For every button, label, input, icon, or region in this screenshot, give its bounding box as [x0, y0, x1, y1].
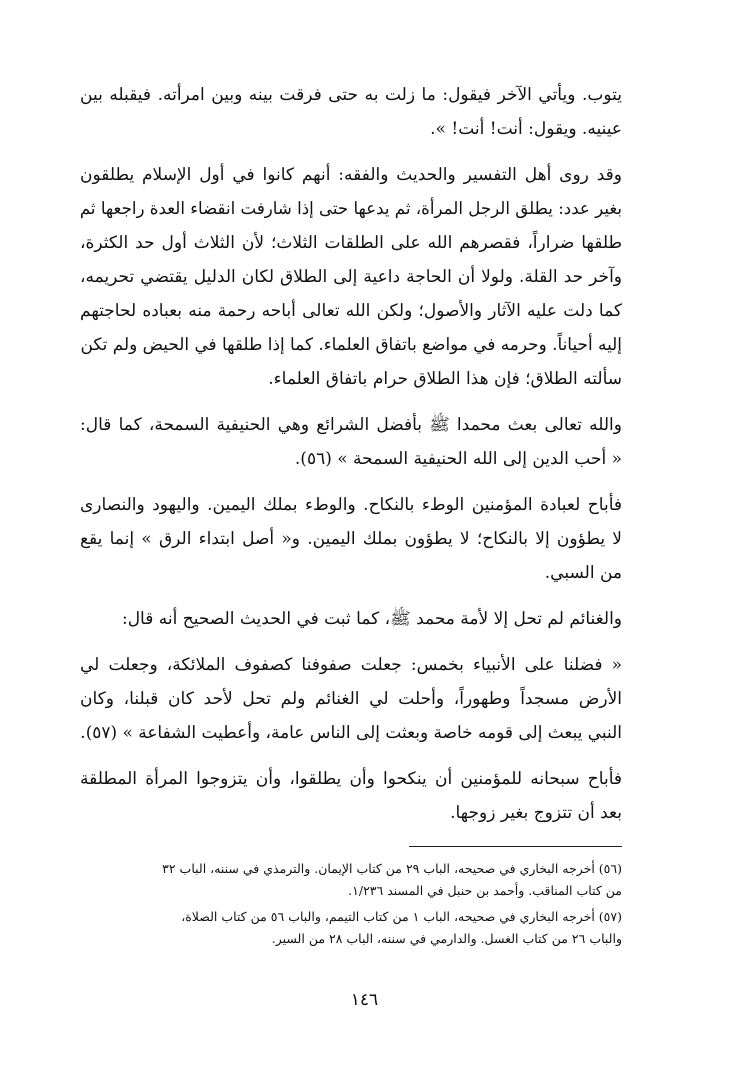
footnote-line: (٥٦) أخرجه البخاري في صحيحه، الباب ٢٩ من كتاب الإيمان. والترمذي في سننه، الباب ٣٢	[162, 861, 622, 876]
text-line: بعد أن تتزوج بغير زوجها.	[450, 803, 622, 823]
footnote-divider	[409, 846, 622, 847]
footnotes	[80, 858, 622, 954]
paragraph-1	[80, 78, 622, 146]
text-line: لا يطؤون إلا بالنكاح؛ لا يطؤون بملك اليمين. و« أصل ابتداء الرق » إنما يقع	[80, 529, 622, 549]
text-line: فأباح لعبادة المؤمنين الوطء بالنكاح. والوطء بملك اليمين. واليهود والنصارى	[80, 495, 622, 515]
text-line: والغنائم لم تحل إلا لأمة محمد ﷺ، كما ثبت في الحديث الصحيح أنه قال:	[121, 609, 622, 629]
text-line: عينيه. ويقول: أنت! أنت! ».	[430, 119, 622, 139]
text-line: يتوب. ويأتي الآخر فيقول: ما زلت به حتى فرقت بينه وبين امرأته. فيقبله بين	[80, 85, 622, 105]
text-line: وآخر حد القلة. ولولا أن الحاجة داعية إلى الطلاق لكان الدليل يقتضي تحريمه،	[80, 267, 622, 287]
footnote-56	[80, 858, 622, 902]
paragraph-7	[80, 762, 622, 830]
text-line: طلقها ضراراً، فقصرهم الله على الطلقات الثلاث؛ لأن الثلاث أول حد الكثرة،	[80, 233, 622, 253]
text-line: « فضلنا على الأنبياء بخمس: جعلت صفوفنا كصفوف الملائكة، وجعلت لي	[80, 655, 622, 675]
page-body	[80, 78, 622, 842]
footnote-line: (٥٧) أخرجه البخاري في صحيحه، الباب ١ من كتاب التيمم، والباب ٥٦ من كتاب الصلاة،	[181, 909, 622, 924]
paragraph-4	[80, 488, 622, 590]
text-line: الأرض مسجداً وطهوراً، وأحلت لي الغنائم ولم تحل لأحد كان قبلنا، وكان	[80, 689, 622, 709]
text-line: وقد روى أهل التفسير والحديث والفقه: أنهم كانوا في أول الإسلام يطلقون	[80, 165, 622, 185]
paragraph-3	[80, 408, 622, 476]
paragraph-5	[80, 602, 622, 636]
text-line: والله تعالى بعث محمدا ﷺ بأفضل الشرائع وهي الحنيفية السمحة، كما قال:	[80, 415, 622, 435]
text-line: سألته الطلاق؛ فإن هذا الطلاق حرام باتفاق العلماء.	[268, 369, 622, 389]
text-line: كما دلت عليه الآثار والأصول؛ ولكن الله تعالى أباحه رحمة منه بعباده لحاجتهم	[80, 301, 622, 321]
footnote-line: والباب ٢٦ من كتاب الغسل. والدارمي في سننه، الباب ٢٨ من السير.	[271, 931, 622, 946]
text-line: النبي يبعث إلى قومه خاصة وبعثت إلى الناس عامة، وأعطيت الشفاعة » (٥٧).	[80, 723, 623, 743]
paragraph-2	[80, 158, 622, 396]
text-line: إليه أحياناً. وحرمه في مواضع باتفاق العلماء. كما إذا طلقها في الحيض ولم تكن	[80, 335, 622, 355]
page-number: ١٤٦	[350, 990, 379, 1010]
footnote-57	[80, 906, 622, 950]
text-line: بغير عدد: يطلق الرجل المرأة، ثم يدعها حتى إذا شارفت انقضاء العدة راجعها ثم	[79, 199, 622, 219]
footnote-line: من كتاب المناقب. وأحمد بن حنبل في المسند ١/٢٣٦.	[348, 883, 622, 898]
paragraph-6	[80, 648, 622, 750]
text-line: فأباح سبحانه للمؤمنين أن ينكحوا وأن يطلقوا، وأن يتزوجوا المرأة المطلقة	[80, 769, 622, 789]
text-line: « أحب الدين إلى الله الحنيفية السمحة » (٥٦).	[294, 449, 622, 469]
text-line: من السبي.	[544, 563, 622, 583]
